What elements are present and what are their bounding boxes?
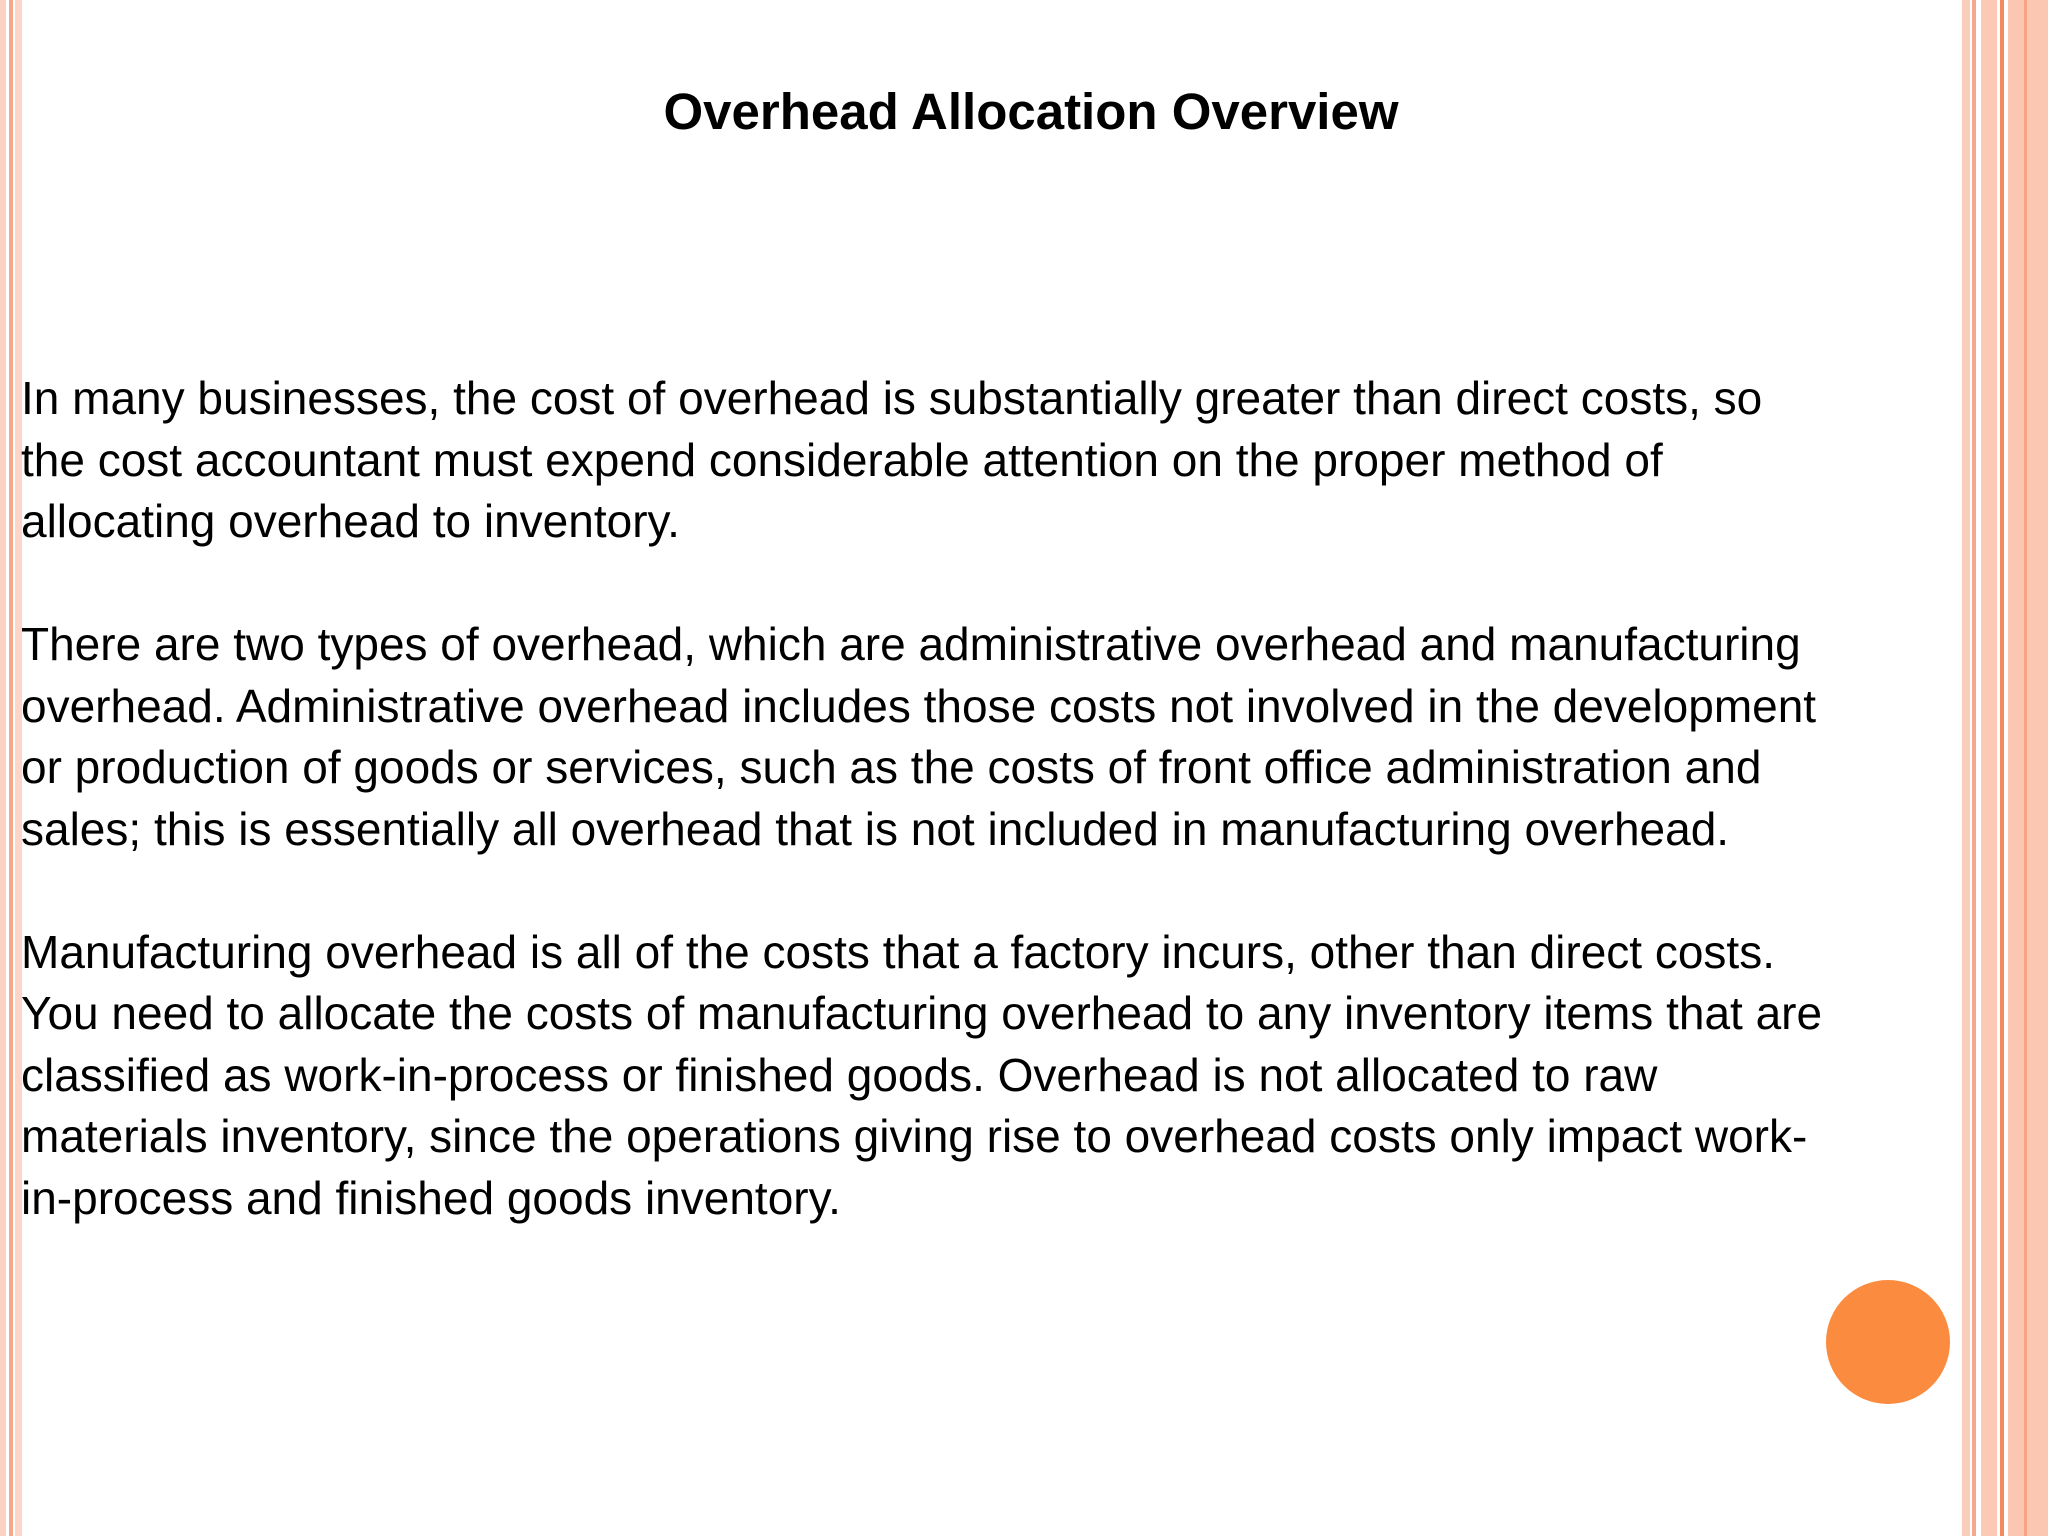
- text-line: allocating overhead to inventory.: [21, 495, 680, 547]
- paragraph-3: [21, 922, 2021, 1230]
- text-line: Manufacturing overhead is all of the costs that a factory incurs, other than direct costs.: [21, 925, 1775, 978]
- left-border-stripe: [9, 0, 13, 1536]
- text-line: or production of goods or services, such as the costs of front office administration and: [21, 741, 1762, 793]
- text-line: classified as work-in-process or finished goods. Overhead is not allocated to raw: [21, 1048, 1658, 1101]
- left-border-stripe: [0, 0, 6, 1536]
- paragraph-1: [21, 368, 2021, 553]
- text-line: materials inventory, since the operations giving rise to overhead costs only impact work-: [21, 1110, 1808, 1162]
- slide-body: [21, 368, 2021, 1291]
- text-line: There are two types of overhead, which are administrative overhead and manufacturing: [21, 618, 1801, 670]
- text-line: In many businesses, the cost of overhead is substantially greater than direct costs, so: [21, 372, 1763, 424]
- decorative-circle: [1826, 1280, 1950, 1404]
- slide-title: Overhead Allocation Overview: [663, 83, 1399, 140]
- paragraph-2: [21, 614, 2021, 860]
- text-line: in-process and finished goods inventory.: [21, 1171, 841, 1224]
- text-line: the cost accountant must expend considerable attention on the proper method of: [21, 433, 1663, 486]
- text-line: overhead. Administrative overhead includes those costs not involved in the development: [21, 679, 1817, 732]
- text-line: sales; this is essentially all overhead that is not included in manufacturing overhead.: [21, 802, 1730, 855]
- right-border-stripe: [2024, 0, 2027, 1536]
- text-line: You need to allocate the costs of manufacturing overhead to any inventory items that are: [21, 987, 1823, 1039]
